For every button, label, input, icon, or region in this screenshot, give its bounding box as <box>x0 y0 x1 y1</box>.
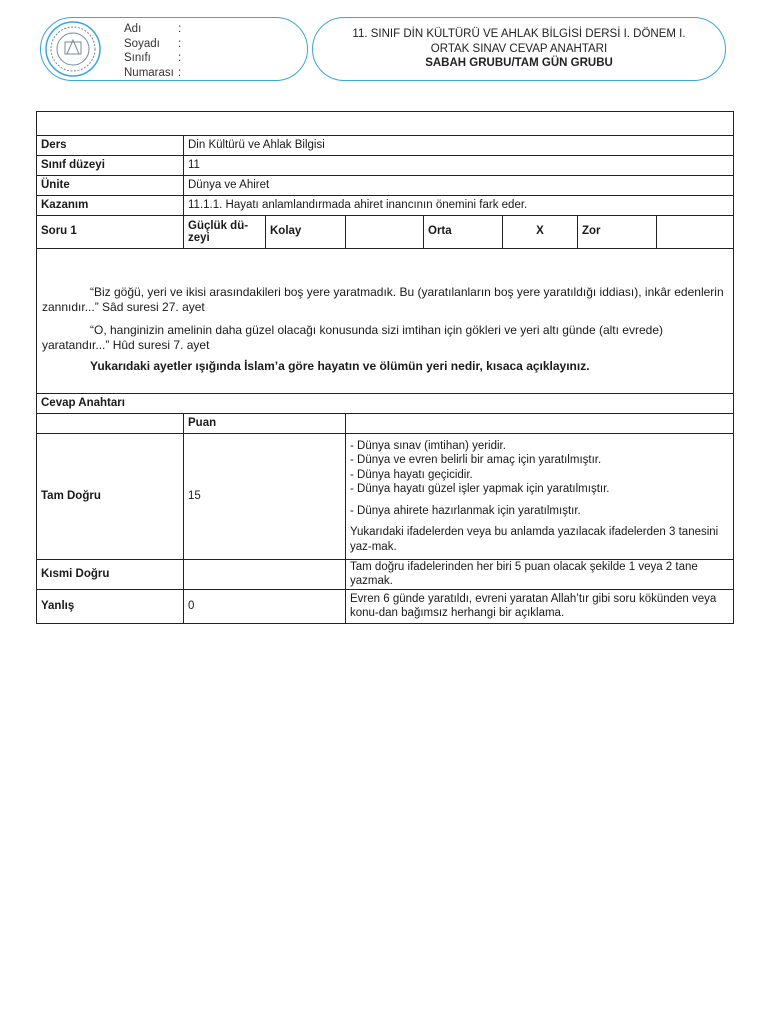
kismi-dogru-puan <box>184 560 346 590</box>
ders-value: Din Kültürü ve Ahlak Bilgisi <box>184 136 734 156</box>
row-difficulty <box>37 216 734 249</box>
yanlis-label: Yanlış <box>37 590 184 624</box>
row-question <box>37 249 734 394</box>
orta-mark: X <box>503 216 578 249</box>
row-unite <box>37 176 734 196</box>
tam-dogru-puan: 15 <box>184 434 346 560</box>
tam-dogru-criteria <box>346 434 734 560</box>
tam-line-2: - Dünya ve evren belirli bir amaç için yaratılmıştır. <box>350 454 602 467</box>
answer-key-title: Cevap Anahtarı <box>37 394 734 414</box>
tam-line-4: - Dünya hayatı güzel işler yapmak için yaratılmıştır. <box>350 483 610 496</box>
unite-value: Dünya ve Ahiret <box>184 176 734 196</box>
sinif-value: 11 <box>184 156 734 176</box>
difficulty-label: Güçlük dü-zeyi <box>184 216 266 249</box>
row-ders <box>37 136 734 156</box>
kismi-dogru-label: Kısmi Doğru <box>37 560 184 590</box>
verse-1: “Biz göğü, yeri ve ikisi arasındakileri boş yere yaratmadık. Bu (yaratılanların boş yere yaratıldığı iddiası), inkâr edenlerin zannıdır...” Sâd suresi 27. ayet <box>42 284 724 314</box>
kazanim-label: Kazanım <box>37 196 184 216</box>
row-yanlis <box>37 590 734 624</box>
row-kismi-dogru <box>37 560 734 590</box>
meb-logo-icon <box>44 20 102 78</box>
field-sinifi: Sınıfı : <box>124 52 182 64</box>
row-puan-header <box>37 414 734 434</box>
verse-2: “O, hanginizin amelinin daha güzel olacağı konusunda sizi imtihan için gökleri ve yeri altı günde (altı evrede) yaratandır...” Hûd suresi 7. ayet <box>42 322 663 352</box>
empty-cell <box>37 414 184 434</box>
ders-label: Ders <box>37 136 184 156</box>
row-answer-title <box>37 394 734 414</box>
tam-line-3: - Dünya hayatı geçicidir. <box>350 468 473 481</box>
tam-line-5: - Dünya ahirete hazırlanmak için yaratılmıştır. <box>350 504 581 517</box>
sinif-label: Sınıf düzeyi <box>37 156 184 176</box>
exam-title-box <box>312 17 726 81</box>
soru-label: Soru 1 <box>37 216 184 249</box>
answer-key-table <box>36 111 734 624</box>
kolay-label: Kolay <box>266 216 346 249</box>
puan-label: Puan <box>184 414 346 434</box>
question-cell <box>37 249 734 394</box>
yanlis-puan: 0 <box>184 590 346 624</box>
question-prompt: Yukarıdaki ayetler ışığında İslam’a göre hayatın ve ölümün yeri nedir, kısaca açıklayınız. <box>90 358 590 373</box>
field-numarasi: Numarası : <box>124 66 182 79</box>
exam-title-line2: ORTAK SINAV CEVAP ANAHTARI <box>430 42 608 55</box>
blank-header-row <box>37 112 734 136</box>
row-sinif <box>37 156 734 176</box>
yanlis-criteria: Evren 6 günde yaratıldı, evreni yaratan Allah’tır gibi soru kökünden veya konu-dan bağımsız herhangi bir açıklama. <box>346 590 734 624</box>
row-kazanim <box>37 196 734 216</box>
zor-label: Zor <box>578 216 657 249</box>
empty-cell <box>346 414 734 434</box>
row-tam-dogru <box>37 434 734 560</box>
student-fields <box>124 22 181 80</box>
orta-label: Orta <box>424 216 503 249</box>
field-soyadi: Soyadı : <box>124 37 182 50</box>
field-adi: Adı : <box>124 23 182 35</box>
kazanim-value: 11.1.1. Hayatı anlamlandırmada ahiret inancının önemini fark eder. <box>184 196 734 216</box>
exam-title-line3: SABAH GRUBU/TAM GÜN GRUBU <box>425 57 613 70</box>
kolay-mark <box>346 216 424 249</box>
tam-note: Yukarıdaki ifadelerden veya bu anlamda yazılacak ifadelerden 3 tanesini yaz-mak. <box>350 526 719 553</box>
kismi-dogru-criteria: Tam doğru ifadelerinden her biri 5 puan olacak şekilde 1 veya 2 tane yazmak. <box>346 560 734 590</box>
tam-dogru-label: Tam Doğru <box>37 434 184 560</box>
exam-title-line1: 11. SINIF DİN KÜLTÜRÜ VE AHLAK BİLGİSİ DERSİ I. DÖNEM I. <box>352 28 686 41</box>
unite-label: Ünite <box>37 176 184 196</box>
tam-line-1: - Dünya sınav (imtihan) yeridir. <box>350 439 506 452</box>
zor-mark <box>657 216 734 249</box>
